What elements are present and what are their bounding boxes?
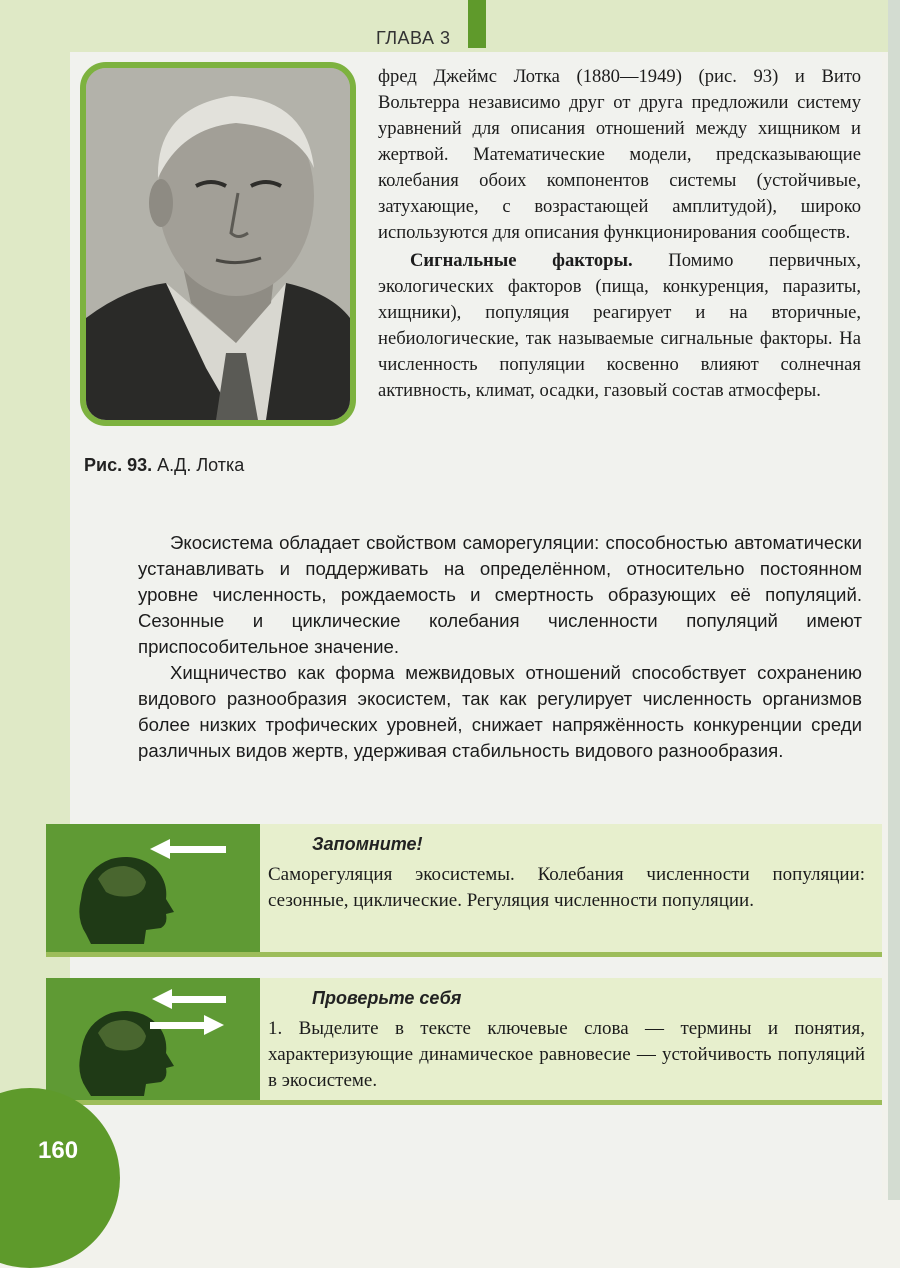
page-number: 160 bbox=[38, 1137, 79, 1164]
remember-body: Саморегуляция экосистемы. Колебания численности популяции: сезонные, циклические. Регуляция численности популяции. bbox=[268, 864, 865, 911]
remember-title: Запомните! bbox=[312, 834, 423, 854]
lotka-volterra-paragraph: фред Джеймс Лотка (1880—1949) (рис. 93) и Вито Вольтерра независимо друг от друга предложили систему уравнений для описания отношений между хищником и жертвой. Математические модели, предсказывающие колебания обоих компонентов системы (устойчивые, затухающие, с возрастающей амплитудой), широко используются для описания функционирования сообществ. bbox=[378, 66, 861, 243]
self-regulation-paragraph: Экосистема обладает свойством саморегуляции: способностью автоматически устанавливать и поддерживать на определённом, относительно постоянном уровне численность, рождаемость и смертность образующих её популяций. Сезонные и циклические колебания численности популяций имеют приспособительное значение. bbox=[138, 532, 862, 657]
figure-name: А.Д. Лотка bbox=[157, 455, 245, 475]
signal-factors-paragraph bbox=[378, 248, 861, 404]
chapter-title: ГЛАВА 3 bbox=[376, 28, 451, 48]
check-body: 1. Выделите в тексте ключевые слова — термины и понятия, характеризующие динамическое равновесие — устойчивость популяций в экосистеме. bbox=[268, 1018, 865, 1091]
main-text bbox=[138, 530, 862, 764]
predation-paragraph: Хищничество как форма межвидовых отношений способствует сохранению видового разнообразия экосистем, так как регулирует численность организмов более низких трофических уровней, снижает напряжённость конкуренции среди различных видов жертв, удерживая стабильность видового разнообразия. bbox=[138, 662, 862, 761]
figure-caption bbox=[84, 455, 244, 476]
remember-icon-panel bbox=[46, 824, 260, 952]
remember-box bbox=[46, 824, 882, 957]
check-icon-panel bbox=[46, 978, 260, 1100]
head-arrows-both-icon bbox=[46, 978, 260, 1100]
right-shadow-band bbox=[888, 0, 900, 1200]
portrait-photo-icon bbox=[86, 68, 350, 420]
portrait-photo bbox=[80, 62, 356, 426]
chapter-marker-bar bbox=[468, 0, 486, 48]
check-title: Проверьте себя bbox=[312, 988, 462, 1008]
column-text bbox=[378, 64, 861, 404]
check-box bbox=[46, 978, 882, 1105]
figure-number: Рис. 93. bbox=[84, 455, 153, 475]
signal-factors-text: Помимо первичных, экологических факторов (пища, конкуренция, паразиты, хищники), популяция реагирует и на вторичные, небиологические, так называемые сигнальные факторы. На численность популяции косвенно влияют солнечная активность, климат, осадки, газовый состав атмосферы. bbox=[378, 250, 861, 401]
head-arrow-left-icon bbox=[46, 824, 260, 952]
signal-factors-term: Сигнальные факторы. bbox=[410, 250, 633, 271]
